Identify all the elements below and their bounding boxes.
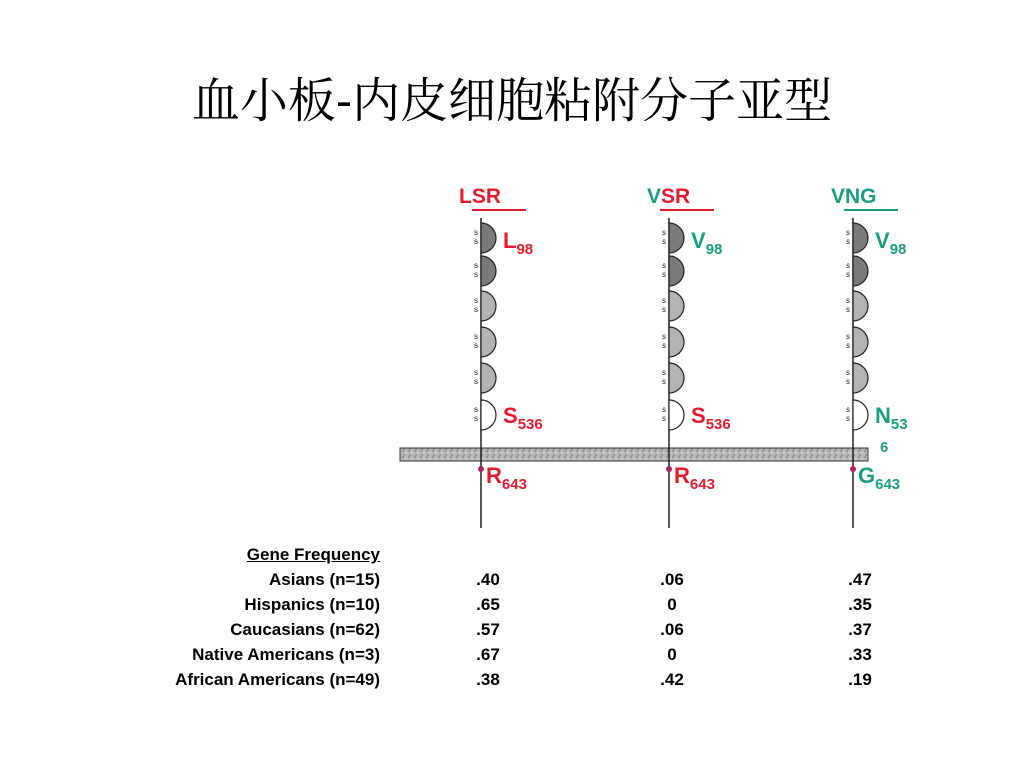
frequency-value-vsr: .06 xyxy=(660,570,684,589)
residue-643-label: $G_{643}$ xyxy=(858,463,901,493)
ig-domain xyxy=(481,223,496,253)
ig-domain-open xyxy=(481,400,496,430)
disulfide-label: s xyxy=(662,405,666,414)
disulfide-label: s xyxy=(846,305,850,314)
residue-536-label: $S_{536}$ xyxy=(691,403,731,433)
residue-643-label: $R_{643}$ xyxy=(486,463,527,493)
disulfide-label: s xyxy=(474,296,478,305)
ig-domain xyxy=(669,291,684,321)
disulfide-label: s xyxy=(846,368,850,377)
disulfide-label: s xyxy=(474,377,478,386)
residue-536-label: $S_{536}$ xyxy=(503,403,543,433)
table-row xyxy=(60,645,920,667)
frequency-value-vsr: 0 xyxy=(667,595,677,614)
frequency-value-vng: .37 xyxy=(848,620,872,639)
disulfide-label: s xyxy=(662,305,666,314)
residue-98-label: $V_{98}$ xyxy=(691,228,723,258)
ig-domain xyxy=(669,327,684,357)
variant-vng xyxy=(831,185,908,528)
frequency-value-lsr: .38 xyxy=(476,670,500,689)
disulfide-label: s xyxy=(474,305,478,314)
disulfide-label: s xyxy=(846,377,850,386)
variants-layer xyxy=(459,185,908,528)
disulfide-label: s xyxy=(662,332,666,341)
ig-domain-open xyxy=(669,400,684,430)
residue-98-label: $V_{98}$ xyxy=(875,228,907,258)
disulfide-label: s xyxy=(474,341,478,350)
disulfide-label: s xyxy=(662,261,666,270)
ig-domain xyxy=(669,223,684,253)
table-row xyxy=(60,595,920,617)
table-row xyxy=(60,570,920,592)
disulfide-label: s xyxy=(846,270,850,279)
disulfide-label: s xyxy=(846,341,850,350)
residue-98-label: $L_{98}$ xyxy=(503,228,534,258)
disulfide-label: s xyxy=(662,270,666,279)
disulfide-label: s xyxy=(474,270,478,279)
ig-domain xyxy=(481,327,496,357)
ig-domain xyxy=(853,256,868,286)
disulfide-label: s xyxy=(846,228,850,237)
table-row xyxy=(60,620,920,642)
frequency-value-lsr: .57 xyxy=(476,620,500,639)
disulfide-label: s xyxy=(474,368,478,377)
ig-domain xyxy=(481,291,496,321)
slide-title: 血小板-内皮细胞粘附分子亚型 xyxy=(191,73,833,129)
variant-title-vsr: VSR xyxy=(647,185,691,208)
disulfide-label: s xyxy=(474,332,478,341)
frequency-value-vsr: .42 xyxy=(660,670,684,689)
ig-domain-open xyxy=(853,400,868,430)
variant-vsr xyxy=(647,185,731,528)
cell-membrane xyxy=(400,448,868,461)
ig-domain xyxy=(853,223,868,253)
disulfide-label: s xyxy=(662,341,666,350)
ig-domain xyxy=(669,363,684,393)
variant-title-vng: VNG xyxy=(831,185,877,208)
disulfide-label: s xyxy=(846,296,850,305)
frequency-value-vsr: .06 xyxy=(660,620,684,639)
gene-frequency-header: Gene Frequency xyxy=(246,545,380,564)
disulfide-label: s xyxy=(846,237,850,246)
residue-643-dot xyxy=(478,466,484,472)
disulfide-label: s xyxy=(474,405,478,414)
disulfide-label: s xyxy=(474,228,478,237)
population-label: African Americans (n=49) xyxy=(175,670,380,689)
ig-domain xyxy=(853,327,868,357)
frequency-value-vng: .19 xyxy=(848,670,872,689)
residue-536-label-wrap: 6 xyxy=(880,439,889,456)
table-row xyxy=(60,670,920,692)
variant-lsr xyxy=(459,185,543,528)
disulfide-label: s xyxy=(846,414,850,423)
disulfide-label: s xyxy=(846,332,850,341)
disulfide-label: s xyxy=(846,261,850,270)
disulfide-label: s xyxy=(846,405,850,414)
disulfide-label: s xyxy=(474,261,478,270)
population-label: Asians (n=15) xyxy=(268,570,380,589)
population-label: Caucasians (n=62) xyxy=(230,620,380,639)
variant-title-lsr: LSR xyxy=(459,185,502,208)
ig-domain xyxy=(853,363,868,393)
disulfide-label: s xyxy=(662,368,666,377)
disulfide-label: s xyxy=(662,237,666,246)
disulfide-label: s xyxy=(662,414,666,423)
ig-domain xyxy=(669,256,684,286)
residue-536-label: $N_{53}$ xyxy=(875,403,908,433)
residue-643-dot xyxy=(850,466,856,472)
frequency-value-vng: .35 xyxy=(848,595,872,614)
frequency-value-lsr: .67 xyxy=(476,645,500,664)
disulfide-label: s xyxy=(474,414,478,423)
disulfide-label: s xyxy=(662,296,666,305)
ig-domain xyxy=(481,363,496,393)
ig-domain xyxy=(853,291,868,321)
frequency-value-vng: .47 xyxy=(848,570,872,589)
frequency-value-vng: .33 xyxy=(848,645,872,664)
frequency-value-lsr: .40 xyxy=(476,570,500,589)
disulfide-label: s xyxy=(474,237,478,246)
disulfide-label: s xyxy=(662,377,666,386)
disulfide-label: s xyxy=(662,228,666,237)
residue-643-label: $R_{643}$ xyxy=(674,463,715,493)
frequency-value-vsr: 0 xyxy=(667,645,677,664)
ig-domain xyxy=(481,256,496,286)
frequency-value-lsr: .65 xyxy=(476,595,500,614)
population-label: Native Americans (n=3) xyxy=(192,645,380,664)
residue-643-dot xyxy=(666,466,672,472)
population-label: Hispanics (n=10) xyxy=(244,595,380,614)
